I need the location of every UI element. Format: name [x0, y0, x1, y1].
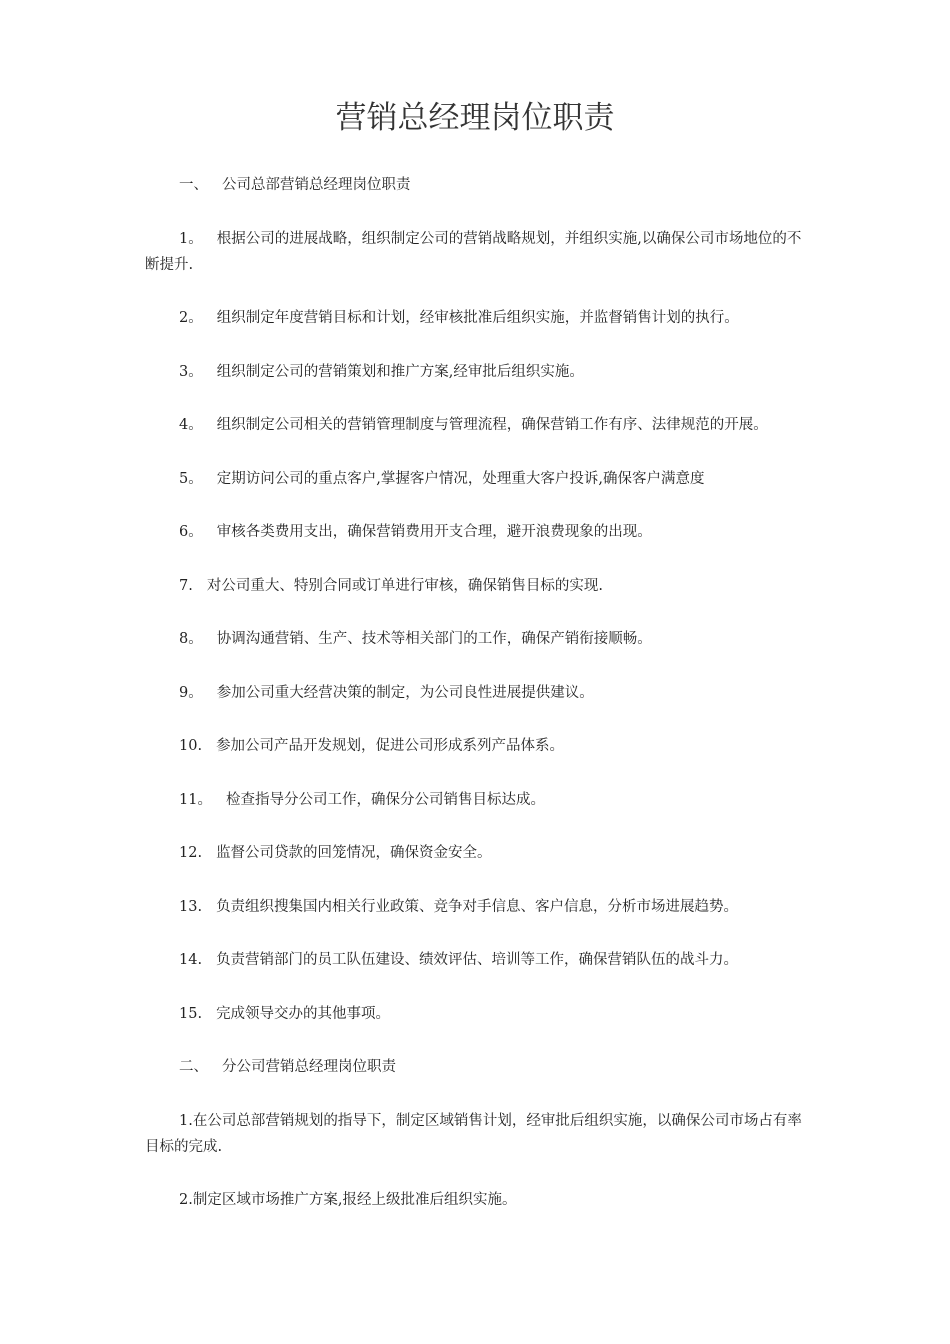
item-text: 检查指导分公司工作，确保分公司销售目标达成。 — [225, 791, 545, 808]
item-text: 对公司重大、特别合同或订单进行审核，确保销售目标的实现. — [206, 577, 603, 594]
item-text: 组织制定公司相关的营销管理制度与管理流程，确保营销工作有序、法律规范的开展。 — [216, 417, 768, 433]
list-item — [145, 626, 810, 652]
item-number: 13. — [179, 898, 203, 915]
list-item — [145, 1108, 810, 1160]
list-item — [145, 1187, 810, 1213]
item-number: 7. — [179, 577, 193, 594]
item-number: 15. — [179, 1005, 203, 1022]
item-number: 8。 — [179, 631, 203, 647]
item-number: 10. — [179, 738, 203, 754]
item-number: 5。 — [179, 470, 203, 487]
list-item — [145, 947, 810, 973]
item-text: 负责营销部门的员工队伍建设、绩效评估、培训等工作，确保营销队伍的战斗力。 — [216, 952, 739, 968]
item-number: 2. — [179, 1192, 193, 1208]
item-text: 参加公司产品开发规划，促进公司形成系列产品体系。 — [216, 738, 565, 754]
list-item — [145, 894, 810, 920]
item-number: 6。 — [179, 524, 203, 540]
item-number: 12. — [179, 845, 203, 861]
item-number: 2。 — [179, 310, 203, 326]
item-text: 定期访问公司的重点客户,掌握客户情况，处理重大客户投诉,确保客户满意度 — [216, 470, 705, 487]
item-text: 协调沟通营销、生产、技术等相关部门的工作，确保产销衔接顺畅。 — [216, 631, 652, 647]
section-heading-number: 二、 — [179, 1059, 208, 1075]
list-item — [145, 573, 810, 599]
section-heading-text: 公司总部营销总经理岗位职责 — [222, 177, 411, 193]
item-text: 制定区域市场推广方案,报经上级批准后组织实施。 — [192, 1192, 517, 1208]
list-item — [145, 519, 810, 545]
item-text: 审核各类费用支出，确保营销费用开支合理，避开浪费现象的出现。 — [216, 524, 652, 540]
item-number: 11。 — [179, 791, 212, 808]
item-number: 3。 — [179, 363, 203, 380]
item-number: 1. — [179, 1112, 193, 1129]
document-body — [145, 172, 810, 1241]
list-item — [145, 733, 810, 759]
item-number: 4。 — [179, 417, 203, 433]
item-number: 1。 — [179, 230, 203, 247]
section-heading-text: 分公司营销总经理岗位职责 — [222, 1059, 396, 1075]
list-item — [145, 226, 810, 278]
item-number: 14. — [179, 952, 203, 968]
item-text: 监督公司贷款的回笼情况，确保资金安全。 — [216, 845, 492, 861]
section-heading — [145, 1054, 810, 1080]
item-text: 组织制定公司的营销策划和推广方案,经审批后组织实施。 — [216, 363, 584, 380]
section-heading — [145, 172, 810, 198]
item-text: 负责组织搜集国内相关行业政策、竞争对手信息、客户信息，分析市场进展趋势。 — [216, 898, 739, 915]
list-item — [145, 787, 810, 813]
section-heading-number: 一、 — [179, 177, 208, 193]
item-text: 完成领导交办的其他事项。 — [216, 1005, 391, 1022]
list-item — [145, 412, 810, 438]
item-text: 根据公司的进展战略，组织制定公司的营销战略规划，并组织实施,以确保公司市场地位的不断提升. — [145, 230, 802, 273]
list-item — [145, 466, 810, 492]
list-item — [145, 359, 810, 385]
item-number: 9。 — [179, 684, 203, 701]
item-text: 在公司总部营销规划的指导下，制定区域销售计划，经审批后组织实施，以确保公司市场占有率目标的完成. — [145, 1112, 802, 1155]
list-item — [145, 840, 810, 866]
item-text: 参加公司重大经营决策的制定，为公司良性进展提供建议。 — [216, 684, 594, 701]
list-item — [145, 305, 810, 331]
list-item — [145, 680, 810, 706]
list-item — [145, 1001, 810, 1027]
item-text: 组织制定年度营销目标和计划，经审核批准后组织实施，并监督销售计划的执行。 — [216, 310, 739, 326]
page-title: 营销总经理岗位职责 — [335, 100, 615, 136]
